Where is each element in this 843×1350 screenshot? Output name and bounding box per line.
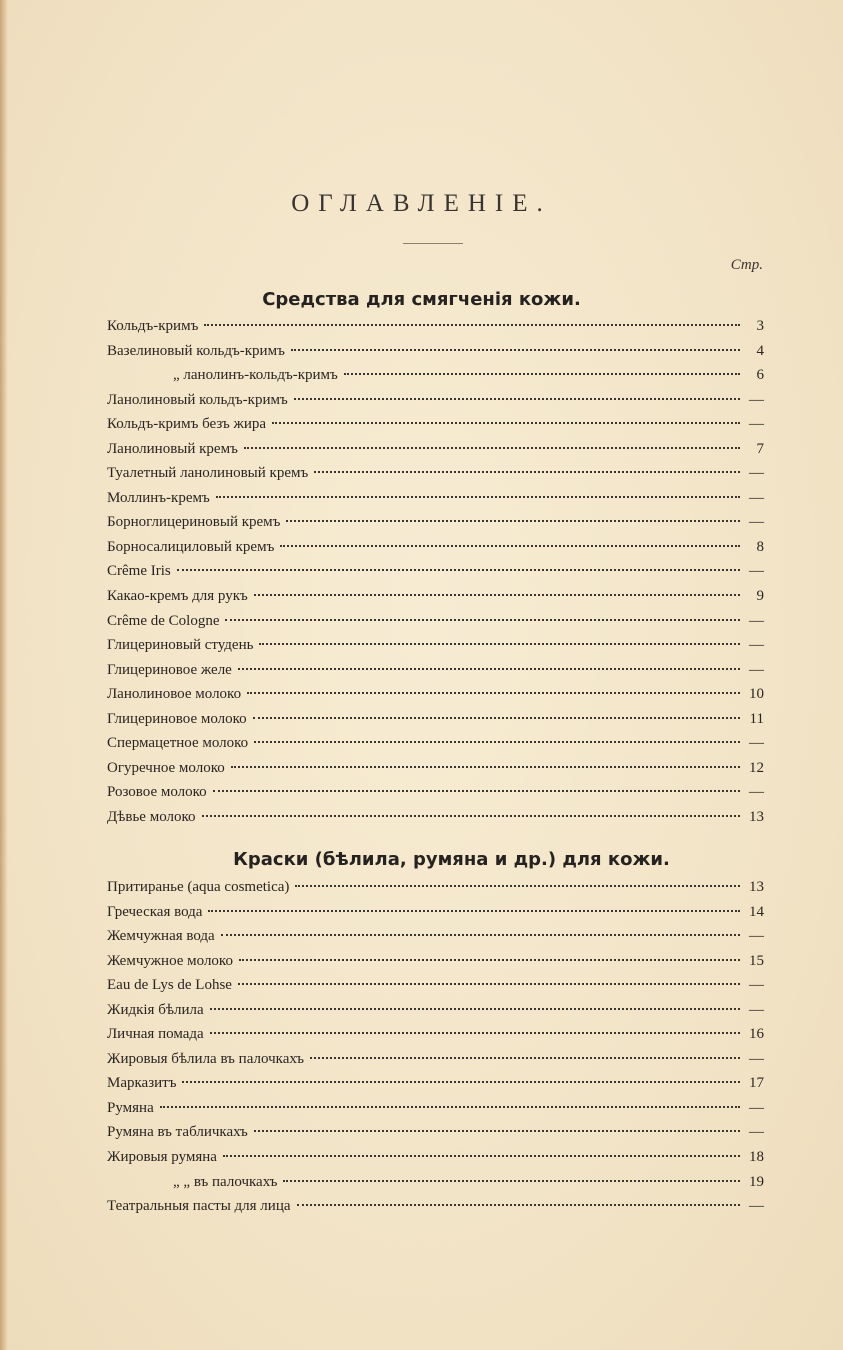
toc-entry bbox=[107, 441, 764, 466]
dot-leader bbox=[247, 692, 740, 694]
dot-leader bbox=[225, 619, 740, 621]
toc-entry-page: 4 bbox=[756, 342, 764, 359]
toc-entry-page: — bbox=[749, 563, 764, 580]
toc-entry-label: Дѣвье молоко bbox=[107, 808, 196, 825]
toc-entry bbox=[107, 1075, 764, 1100]
toc-entry-label: Моллинъ-кремъ bbox=[107, 489, 210, 506]
toc-entry-label: Ланолиновый кремъ bbox=[107, 440, 238, 457]
toc-entry bbox=[107, 637, 764, 662]
toc-entry-label: Театральныя пасты для лица bbox=[107, 1198, 291, 1215]
toc-entry-label: Глицериновое желе bbox=[107, 661, 232, 678]
dot-leader bbox=[297, 1204, 740, 1206]
toc-entry-page: — bbox=[749, 612, 764, 629]
dot-leader bbox=[344, 373, 740, 375]
toc-entry bbox=[107, 1051, 764, 1076]
dot-leader bbox=[223, 1155, 740, 1157]
toc-entry bbox=[107, 879, 764, 904]
toc-entry-page: — bbox=[749, 1099, 764, 1116]
dot-leader bbox=[238, 668, 740, 670]
page-column-label: Стр. bbox=[730, 257, 763, 273]
toc-entry-page: 15 bbox=[749, 952, 764, 969]
dot-leader bbox=[210, 1008, 740, 1010]
toc-entry-label: Какао-кремъ для рукъ bbox=[107, 588, 248, 605]
dot-leader bbox=[314, 471, 740, 473]
dot-leader bbox=[160, 1106, 740, 1108]
toc-entry bbox=[107, 465, 764, 490]
toc-entry-label: Греческая вода bbox=[107, 903, 203, 920]
toc-entry-label: Eau de Lys de Lohse bbox=[107, 977, 232, 994]
dot-leader bbox=[239, 959, 740, 961]
dot-leader bbox=[221, 934, 740, 936]
toc-entry-page: 6 bbox=[756, 367, 764, 384]
toc-entry-label: Розовое молоко bbox=[107, 784, 207, 801]
title-divider bbox=[403, 243, 463, 244]
dot-leader bbox=[291, 349, 740, 351]
toc-list-skin-paints bbox=[107, 879, 764, 1223]
toc-entry-label: „ ланолинъ-кольдъ-кримъ bbox=[173, 367, 338, 384]
toc-entry bbox=[107, 735, 764, 760]
toc-entry bbox=[107, 686, 764, 711]
dot-leader bbox=[202, 815, 740, 817]
toc-entry bbox=[107, 392, 764, 417]
toc-entry-label: Глицериновый студень bbox=[107, 637, 254, 654]
toc-entry-label: „ „ въ палочкахъ bbox=[173, 1173, 278, 1190]
toc-entry-page: — bbox=[749, 977, 764, 994]
toc-entry-page: — bbox=[749, 489, 764, 506]
toc-entry-page: 11 bbox=[749, 710, 764, 727]
toc-entry-page: 12 bbox=[749, 759, 764, 776]
dot-leader bbox=[280, 545, 740, 547]
toc-entry bbox=[107, 1124, 764, 1149]
dot-leader bbox=[254, 741, 740, 743]
dot-leader bbox=[253, 717, 740, 719]
toc-entry bbox=[107, 784, 764, 809]
dot-leader bbox=[295, 885, 740, 887]
toc-entry bbox=[107, 1174, 764, 1199]
dot-leader bbox=[254, 594, 740, 596]
toc-entry-page: — bbox=[749, 784, 764, 801]
toc-entry-label: Ланолиновое молоко bbox=[107, 686, 242, 703]
toc-entry-page: 14 bbox=[749, 903, 764, 920]
toc-entry bbox=[107, 613, 764, 638]
toc-entry-label: Спермацетное молоко bbox=[107, 735, 249, 752]
toc-entry-page: — bbox=[749, 661, 764, 678]
toc-entry-page: — bbox=[749, 735, 764, 752]
toc-entry-label: Борноглицериновый кремъ bbox=[107, 514, 281, 531]
dot-leader bbox=[238, 983, 740, 985]
dot-leader bbox=[254, 1130, 740, 1132]
toc-entry-label: Crême Iris bbox=[107, 563, 171, 580]
toc-entry-page: 13 bbox=[749, 879, 764, 895]
toc-entry bbox=[107, 1149, 764, 1174]
toc-entry-label: Глицериновое молоко bbox=[107, 710, 247, 727]
toc-entry bbox=[107, 416, 764, 441]
toc-entry-page: — bbox=[749, 1198, 764, 1215]
toc-entry-page: — bbox=[749, 514, 764, 531]
dot-leader bbox=[231, 766, 740, 768]
toc-entry-label: Жировыя румяна bbox=[107, 1149, 217, 1166]
toc-entry bbox=[107, 588, 764, 613]
dot-leader bbox=[294, 398, 740, 400]
toc-entry bbox=[107, 1002, 764, 1027]
toc-entry-page: — bbox=[749, 391, 764, 408]
toc-entry bbox=[107, 1198, 764, 1223]
toc-entry bbox=[107, 514, 764, 539]
toc-entry bbox=[107, 563, 764, 588]
toc-entry-label: Ланолиновый кольдъ-кримъ bbox=[107, 391, 288, 408]
toc-entry bbox=[107, 760, 764, 785]
dot-leader bbox=[210, 1032, 740, 1034]
toc-entry-label: Румяна bbox=[107, 1099, 154, 1116]
toc-entry-page: — bbox=[749, 1001, 764, 1018]
toc-entry bbox=[107, 711, 764, 736]
toc-entry-page: 8 bbox=[756, 538, 764, 555]
section-heading-skin-softening: Средства для смягченія кожи. bbox=[262, 289, 581, 310]
toc-entry-label: Жировыя бѣлила въ палочкахъ bbox=[107, 1050, 305, 1067]
toc-entry-label: Жемчужное молоко bbox=[107, 952, 233, 969]
toc-entry-page: 18 bbox=[749, 1149, 764, 1166]
toc-entry bbox=[107, 662, 764, 687]
toc-entry-page: 9 bbox=[756, 588, 764, 605]
toc-entry-label: Кольдъ-кримъ безъ жира bbox=[107, 416, 267, 433]
toc-list-skin-softening bbox=[107, 318, 764, 833]
toc-entry bbox=[107, 953, 764, 978]
dot-leader bbox=[208, 910, 740, 912]
toc-entry bbox=[107, 977, 764, 1002]
toc-entry-page: 3 bbox=[756, 318, 764, 334]
toc-entry-page: — bbox=[749, 1124, 764, 1141]
toc-entry-label: Огуречное молоко bbox=[107, 759, 225, 776]
toc-entry-label: Притиранье (aqua cosmetica) bbox=[107, 879, 290, 895]
dot-leader bbox=[272, 422, 740, 424]
dot-leader bbox=[244, 447, 740, 449]
toc-entry-label: Личная помада bbox=[107, 1026, 204, 1043]
dot-leader bbox=[177, 569, 740, 571]
dot-leader bbox=[259, 643, 740, 645]
toc-entry-page: — bbox=[749, 416, 764, 433]
toc-entry bbox=[107, 1026, 764, 1051]
toc-entry-page: — bbox=[749, 637, 764, 654]
toc-entry-page: 7 bbox=[756, 440, 764, 457]
section-heading-skin-paints: Краски (бѣлила, румяна и др.) для кожи. bbox=[233, 849, 670, 870]
toc-entry-page: 10 bbox=[749, 686, 764, 703]
toc-entry-page: — bbox=[749, 928, 764, 945]
toc-entry-page: 19 bbox=[749, 1173, 764, 1190]
dot-leader bbox=[213, 790, 740, 792]
toc-entry-label: Жемчужная вода bbox=[107, 928, 215, 945]
toc-entry-label: Crême de Cologne bbox=[107, 612, 220, 629]
dot-leader bbox=[182, 1081, 740, 1083]
toc-entry bbox=[107, 809, 764, 834]
toc-entry bbox=[107, 490, 764, 515]
toc-entry-label: Борносалициловый кремъ bbox=[107, 538, 275, 555]
toc-entry-label: Кольдъ-кримъ bbox=[107, 318, 199, 334]
toc-entry-page: — bbox=[749, 1050, 764, 1067]
toc-entry bbox=[107, 928, 764, 953]
toc-entry-page: 13 bbox=[749, 808, 764, 825]
dot-leader bbox=[204, 324, 740, 326]
dot-leader bbox=[283, 1180, 740, 1182]
toc-entry bbox=[107, 1100, 764, 1125]
dot-leader bbox=[286, 520, 740, 522]
toc-entry-label: Туалетный ланолиновый кремъ bbox=[107, 465, 309, 482]
page-title: ОГЛАВЛЕНІЕ. bbox=[291, 190, 552, 217]
toc-entry bbox=[107, 539, 764, 564]
toc-entry-label: Жидкія бѣлила bbox=[107, 1001, 204, 1018]
toc-entry bbox=[107, 904, 764, 929]
toc-entry-page: 17 bbox=[749, 1075, 764, 1092]
toc-entry-label: Марказитъ bbox=[107, 1075, 177, 1092]
toc-entry bbox=[107, 367, 764, 392]
toc-entry-page: — bbox=[749, 465, 764, 482]
dot-leader bbox=[216, 496, 740, 498]
toc-entry-label: Румяна въ табличкахъ bbox=[107, 1124, 248, 1141]
toc-entry-label: Вазелиновый кольдъ-кримъ bbox=[107, 342, 285, 359]
toc-entry bbox=[107, 318, 764, 343]
dot-leader bbox=[310, 1057, 740, 1059]
toc-entry-page: 16 bbox=[749, 1026, 764, 1043]
toc-entry bbox=[107, 343, 764, 368]
